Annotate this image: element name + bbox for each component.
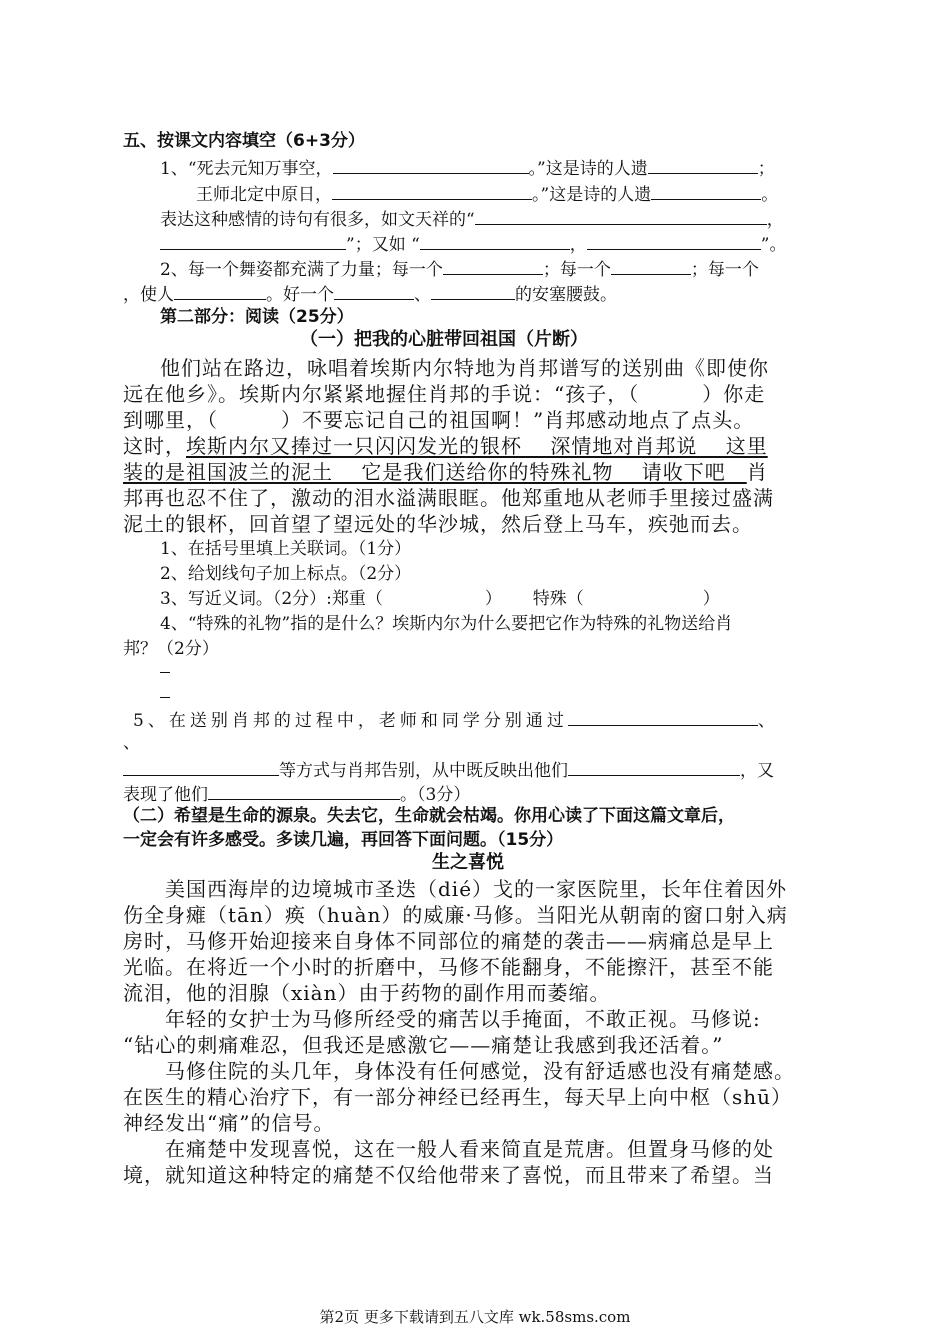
- q1-line-c: 表达这种感情的诗句有很多，如文天祥的“ ，: [160, 207, 784, 230]
- passage2-line: 流泪，他的泪腺（xiàn）由于药物的副作用而萎缩。: [123, 981, 611, 1005]
- section5-heading: 五、按课文内容填空（6+3分）: [123, 131, 365, 151]
- passage2-line: 在医生的精心治疗下，有一部分神经已经再生，每天早上向中枢（shū）: [123, 1085, 793, 1109]
- p2-question-4-cont: 邦？（2分）: [123, 639, 219, 659]
- blank[interactable]: [333, 156, 529, 174]
- q2-line-b: ，使人 。好一个 、 的安塞腰鼓。: [123, 282, 617, 305]
- passage2-line: 神经发出“痛”的信号。: [123, 1111, 335, 1135]
- p2-question-4: 4、“特殊的礼物”指的是什么？埃斯内尔为什么要把它作为特殊的礼物送给肖: [160, 614, 733, 634]
- passage2-line: 伤全身瘫（tān）痪（huàn）的威廉·马修。当阳光从朝南的窗口射入病: [123, 903, 788, 927]
- blank[interactable]: [334, 282, 414, 300]
- answer-line[interactable]: [160, 672, 170, 673]
- blank[interactable]: [587, 232, 761, 250]
- blank[interactable]: [648, 156, 758, 174]
- p2-question-1: 1、在括号里填上关联词。（1分）: [160, 539, 412, 559]
- answer-line[interactable]: [160, 697, 170, 698]
- q1-line-b: 王师北定中原日， 。”这是诗的人遗 。: [196, 182, 778, 205]
- blank[interactable]: [174, 282, 266, 300]
- blank[interactable]: [420, 232, 570, 250]
- passage2-title: 生之喜悦: [432, 852, 504, 873]
- blank[interactable]: [431, 282, 515, 300]
- passage2-line: 光临。在将近一个小时的折磨中，马修不能翻身，不能擦汗，甚至不能: [123, 955, 774, 979]
- passage2-line: 年轻的女护士为马修所经受的痛苦以手掩面，不敢正视。马修说:: [123, 1007, 761, 1031]
- passage1-line: 他们站在路边，咏唱着埃斯内尔特地为肖邦谱写的送别曲《即使你: [160, 356, 769, 380]
- passage2-line: “钻心的刺痛难忍，但我还是感激它——痛楚让我感到我还活着。”: [123, 1033, 724, 1057]
- q2-line-a: 2、每一个舞姿都充满了力量；每一个 ；每一个 ；每一个: [160, 257, 759, 280]
- blank[interactable]: [475, 207, 767, 225]
- blank[interactable]: [611, 257, 691, 275]
- blank[interactable]: [651, 182, 761, 200]
- underlined-sentence: 埃斯内尔又捧过一只闪闪发光的银杯 深情地对肖邦说 这里: [186, 434, 768, 458]
- p2-question-5-cont: 等方式与肖邦告别，从中既反映出他们 ，又: [123, 758, 774, 781]
- passage2-line: 美国西海岸的边境城市圣迭（dié）戈的一家医院里，长年住着因外: [123, 877, 788, 901]
- q1-line-d: ”；又如 “ ， ”。: [160, 232, 787, 255]
- passage2-intro: （二）希望是生命的源泉。失去它，生命就会枯竭。你用心读了下面这篇文章后，: [123, 806, 735, 826]
- blank[interactable]: [332, 182, 532, 200]
- blank[interactable]: [568, 758, 740, 776]
- p2-question-2: 2、给划线句子加上标点。（2分）: [160, 564, 412, 584]
- p2-question-5-cont: 、: [123, 733, 140, 753]
- underlined-sentence: 装的是祖国波兰的泥土 它是我们送给你的特殊礼物 请收下吧: [123, 460, 747, 484]
- passage2-line: 境，就知道这种特定的痛楚不仅给他带来了喜悦，而且带来了希望。当: [123, 1163, 774, 1187]
- blank[interactable]: [160, 232, 346, 250]
- p2-question-5: 5、在送别肖邦的过程中，老师和同学分别通过 、: [133, 708, 779, 731]
- passage1-line: 邦再也忍不住了，激动的泪水溢满眼眶。他郑重地从老师手里接过盛满: [123, 486, 774, 510]
- passage1-line: 装的是祖国波兰的泥土 它是我们送给你的特殊礼物 请收下吧 肖: [123, 460, 768, 484]
- blank[interactable]: [568, 708, 758, 726]
- blank[interactable]: [123, 758, 279, 776]
- passage2-line: 在痛楚中发现喜悦，这在一般人看来简直是荒唐。但置身马修的处: [123, 1137, 774, 1161]
- passage2-intro: 一定会有许多感受。多读几遍，再回答下面问题。（15分）: [123, 830, 564, 850]
- passage1-title: （一）把我的心脏带回祖国（片断）: [300, 329, 588, 350]
- page-footer: 第2页 更多下载请到五八文库 wk.58sms.com: [319, 1308, 631, 1326]
- p2-question-3: 3、写近义词。（2分）:郑重（ ） 特殊（ ）: [160, 589, 720, 609]
- passage2-line: 马修住院的头几年，身体没有任何感觉，没有舒适感也没有痛楚感。: [123, 1059, 795, 1083]
- passage1-line: 远在他乡》。埃斯内尔紧紧地握住肖邦的手说：“孩子，（ ）你走: [123, 382, 766, 406]
- passage2-line: 房时，马修开始迎接来自身体不同部位的痛楚的袭击——病痛总是早上: [123, 929, 774, 953]
- blank[interactable]: [208, 782, 400, 800]
- passage1-line: 到哪里，（ ）不要忘记自己的祖国啊！”肖邦感动地点了点头。: [123, 408, 755, 432]
- part2-heading: 第二部分：阅读（25分）: [160, 307, 354, 327]
- q1-line-a: 1、“死去元知万事空， 。”这是诗的人遗 ；: [160, 156, 775, 179]
- p2-question-5-cont: 表现了他们 。（3分）: [123, 782, 470, 805]
- blank[interactable]: [443, 257, 543, 275]
- passage1-line: 泥土的银杯，回首望了望远处的华沙城，然后登上马车，疾弛而去。: [123, 512, 753, 536]
- passage1-line: 这时，埃斯内尔又捧过一只闪闪发光的银杯 深情地对肖邦说 这里: [123, 434, 768, 458]
